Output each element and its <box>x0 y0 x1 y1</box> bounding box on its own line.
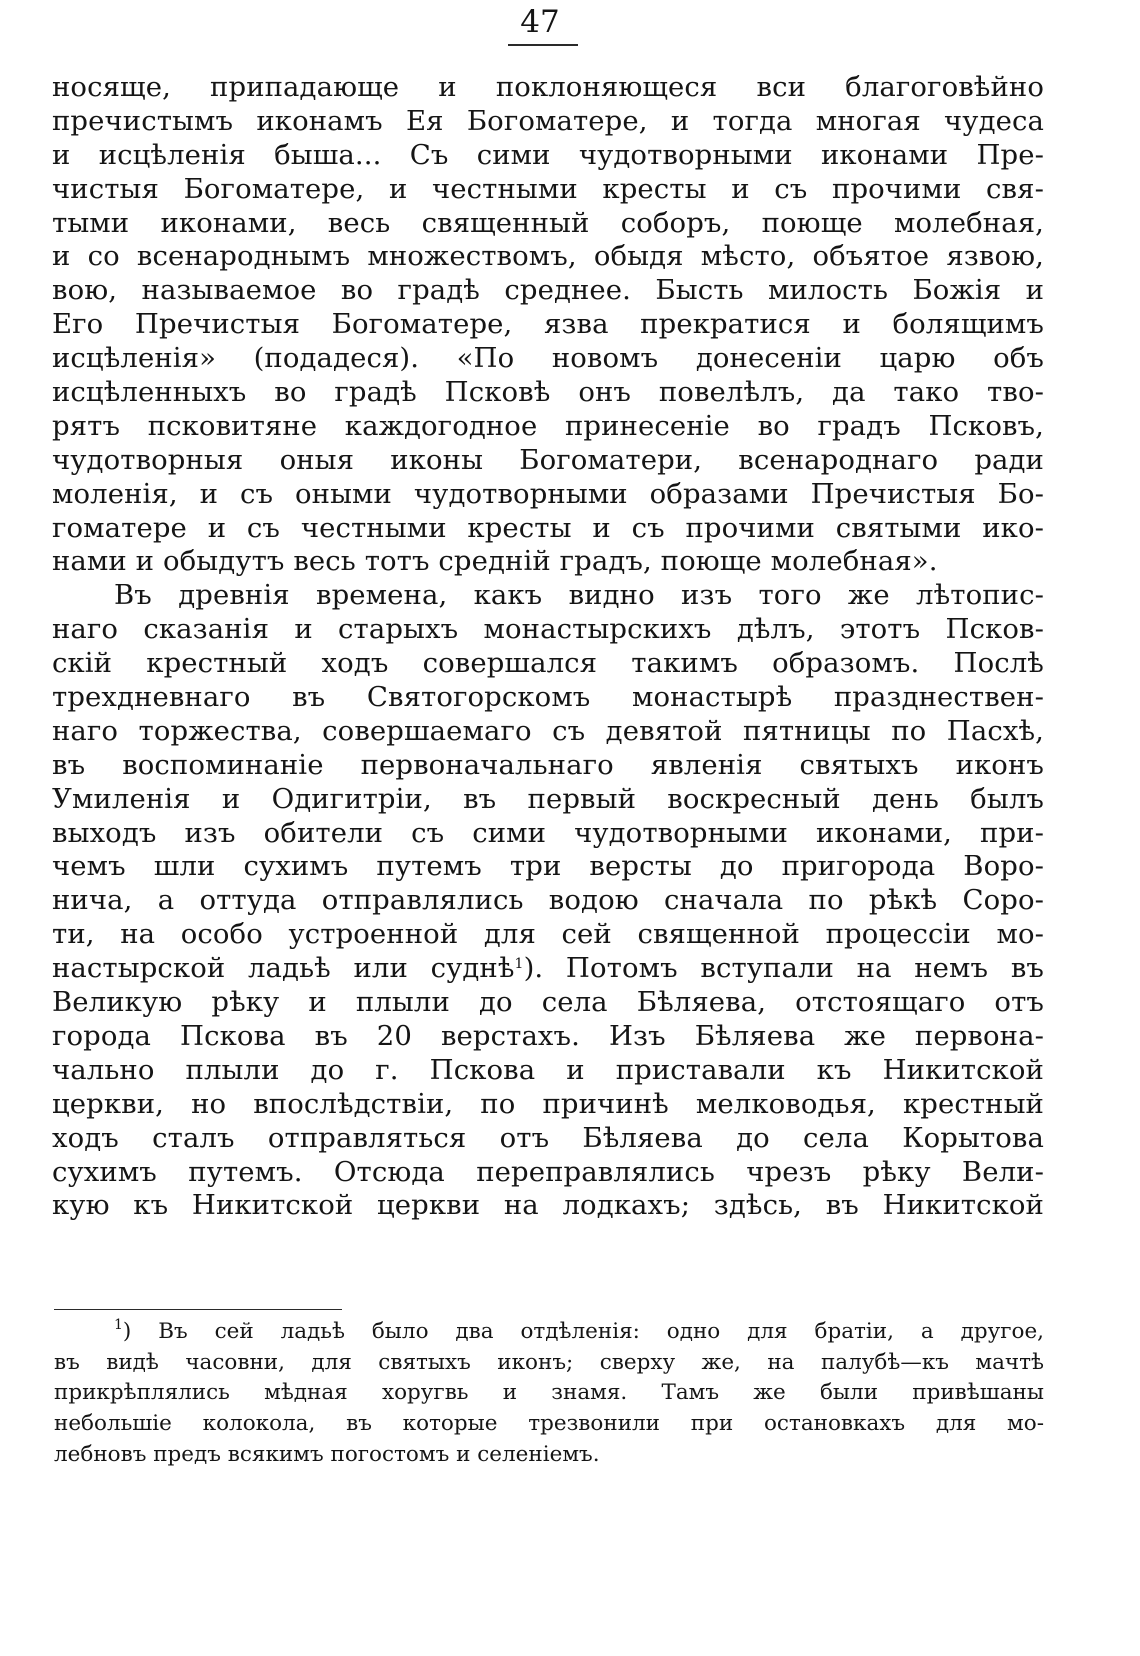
footnote-line: небольшіе колокола, въ которые трезвонили при остановкахъ для мо- <box>54 1411 1044 1437</box>
text-line: выходъ изъ обители съ сими чудотворными иконами, при- <box>52 816 1044 849</box>
text-line: пречистымъ иконамъ Ея Богоматере, и тогда многая чудеса <box>52 104 1044 137</box>
text-line: рятъ псковитяне каждогодное принесеніе во градъ Псковъ, <box>52 409 1044 442</box>
text-segment: ). Потомъ вступали на немъ въ <box>523 952 1044 985</box>
text-line: церкви, но впослѣдствіи, по причинѣ мелководья, крестный <box>52 1087 1044 1120</box>
text-line: носяще, припадающе и поклоняющеся вси благоговѣйно <box>52 71 1044 103</box>
text-line: чемъ шли сухимъ путемъ три версты до пригорода Воро- <box>52 850 1044 883</box>
main-text <box>52 71 1044 1223</box>
text-line: Его Пречистыя Богоматере, язва прекратися и болящимъ <box>52 308 1044 341</box>
footnote-separator <box>54 1309 342 1310</box>
text-line: и со всенароднымъ множествомъ, обыдя мѣсто, объятое язвою, <box>52 240 1044 273</box>
footnote-reference: 1 <box>514 956 524 973</box>
text-line: вою, называемое во градѣ среднее. Бысть милость Божія и <box>52 274 1044 307</box>
text-line: исцѣленныхъ во градѣ Псковѣ онъ повелѣлъ, да тако тво- <box>52 376 1044 409</box>
text-line: Умиленія и Одигитріи, въ первый воскресный день былъ <box>52 782 1044 815</box>
footnote-marker: 1 <box>114 1317 123 1333</box>
footnote-line <box>54 1317 1044 1348</box>
text-line: и исцѣленія быша... Съ сими чудотворными иконами Пре- <box>52 138 1044 171</box>
text-line: чистыя Богоматере, и честными кресты и съ прочими свя- <box>52 172 1044 205</box>
text-line: скій крестный ходъ совершался такимъ образомъ. Послѣ <box>52 647 1044 680</box>
text-line: наго торжества, совершаемаго съ девятой пятницы по Пасхѣ, <box>52 714 1044 747</box>
text-line: нича, а оттуда отправлялись водою сначала по рѣкѣ Соро- <box>52 884 1044 917</box>
text-line: чально плыли до г. Пскова и приставали къ Никитской <box>52 1053 1044 1086</box>
footnote <box>54 1317 1044 1470</box>
text-line: исцѣленія» (подадеся). «По новомъ донесеніи царю объ <box>52 342 1044 375</box>
text-line: моленія, и съ оными чудотворными образами Пречистыя Бо- <box>52 477 1044 510</box>
text-line: города Пскова въ 20 верстахъ. Изъ Бѣляева же первона- <box>52 1019 1044 1052</box>
paragraph-end-line: нами и обыдутъ весь тотъ средній градъ, поюще молебная». <box>52 545 938 578</box>
text-line: ходъ сталъ отправляться отъ Бѣляева до села Корытова <box>52 1121 1044 1154</box>
text-line-with-note-ref <box>52 952 1044 986</box>
text-line: Великую рѣку и плыли до села Бѣляева, отстоящаго отъ <box>52 986 1044 1019</box>
page-number-underline <box>508 44 578 46</box>
text-line: трехдневнаго въ Святогорскомъ монастырѣ празднествен- <box>52 681 1044 714</box>
text-line: сухимъ путемъ. Отсюда переправлялись чрезъ рѣку Вели- <box>52 1155 1044 1188</box>
paragraph-first-line: Въ древнія времена, какъ видно изъ того же лѣтопис- <box>114 579 1044 612</box>
footnote-line: прикрѣплялись мѣдная хоругвь и знамя. Тамъ же были привѣшаны <box>54 1380 1044 1406</box>
footnote-line: лебновъ предъ всякимъ погостомъ и селеніемъ. <box>54 1441 600 1467</box>
text-line: чудотворныя оныя иконы Богоматери, всенароднаго ради <box>52 443 1044 476</box>
text-line: гоматере и съ честными кресты и съ прочими святыми ико- <box>52 511 1044 544</box>
text-segment: ) Въ сей ладьѣ было два отдѣленія: одно для братіи, а другое, <box>122 1319 1044 1344</box>
footnote-line: въ видѣ часовни, для святыхъ иконъ; сверху же, на палубѣ—къ мачтѣ <box>54 1349 1044 1375</box>
page-number: 47 <box>520 4 560 40</box>
text-line: наго сказанія и старыхъ монастырскихъ дѣлъ, этотъ Псков- <box>52 613 1044 646</box>
text-line: въ воспоминаніе первоначальнаго явленія святыхъ иконъ <box>52 748 1044 781</box>
text-segment: настырской ладьѣ или суднѣ <box>52 952 515 985</box>
text-line: кую къ Никитской церкви на лодкахъ; здѣсь, въ Никитской <box>52 1189 1044 1222</box>
text-line: тыми иконами, весь священный соборъ, поюще молебная, <box>52 206 1044 239</box>
text-line: ти, на особо устроенной для сей священной процессіи мо- <box>52 918 1044 951</box>
